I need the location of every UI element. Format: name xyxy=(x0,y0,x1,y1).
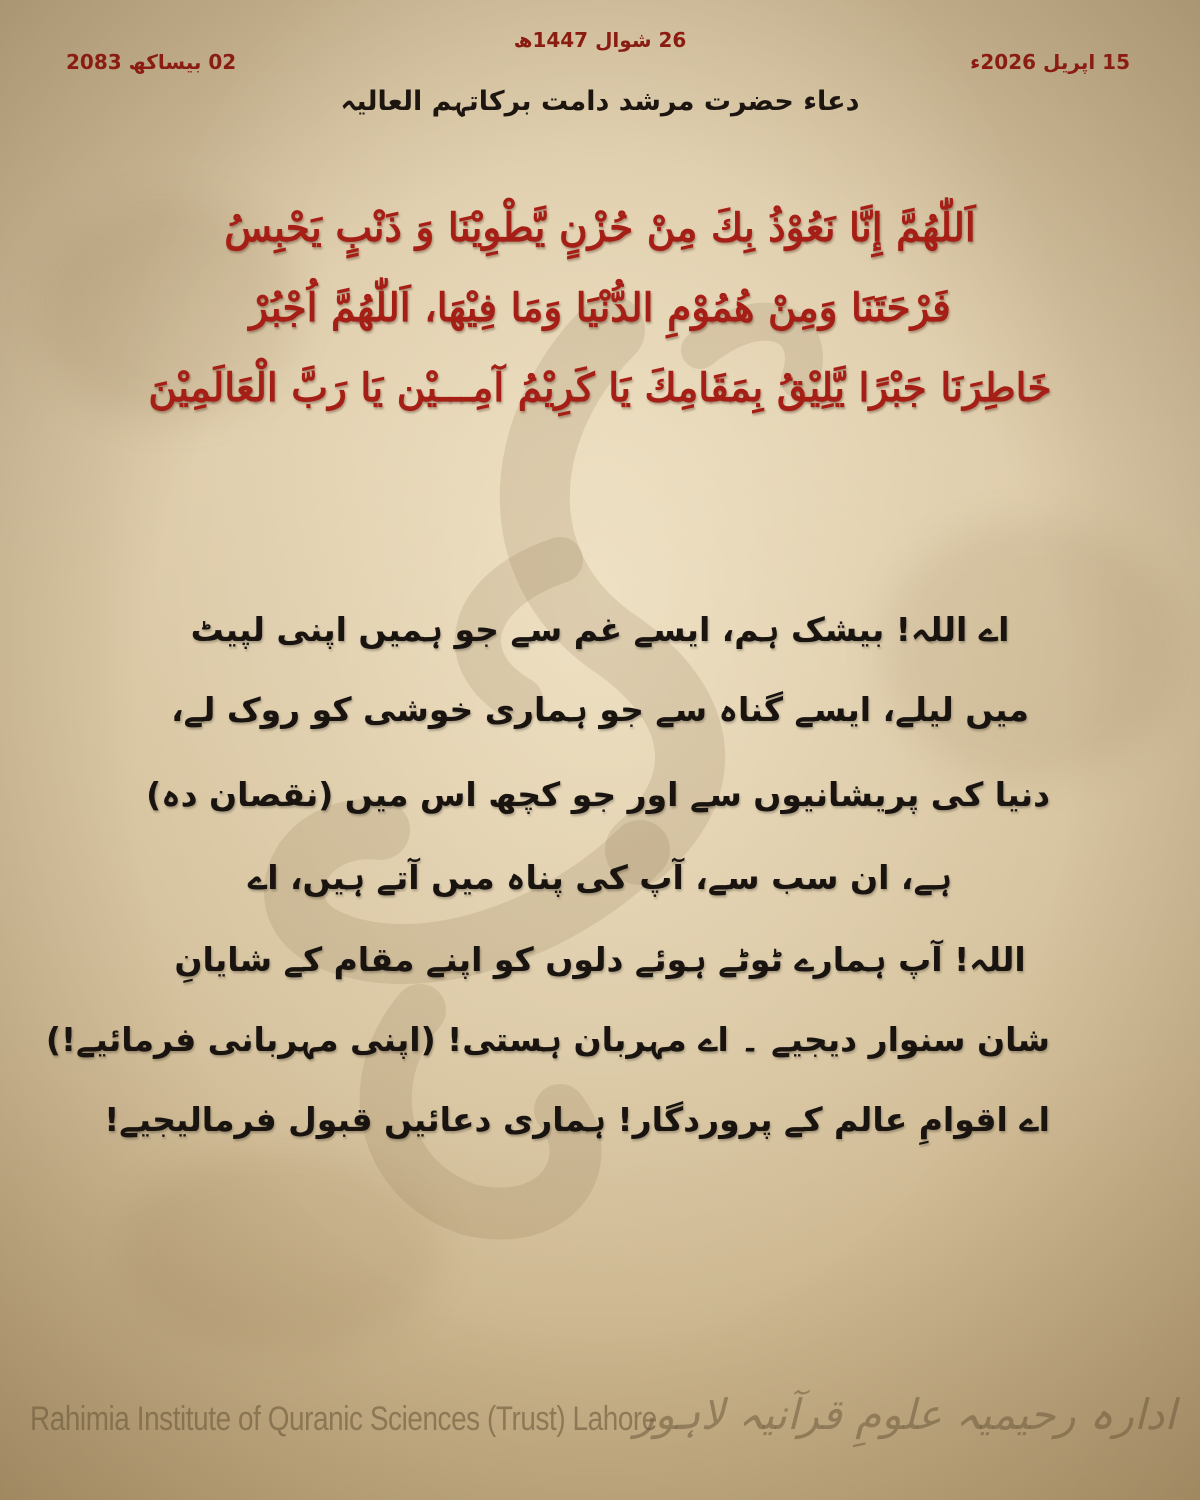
institute-name-english: Rahimia Institute of Quranic Sciences (Trust) Lahore xyxy=(30,1400,657,1438)
bikrami-date: 02 بیساکھ 2083 xyxy=(66,50,237,74)
urdu-translation-line: ہے، ان سب سے، آپ کی پناہ میں آتے ہیں، اے xyxy=(247,858,953,897)
gregorian-date: 15 اپریل 2026ء xyxy=(970,50,1130,74)
urdu-translation-line: اللہ! آپ ہمارے ٹوٹے ہوئے دلوں کو اپنے مقام کے شایانِ xyxy=(174,940,1026,979)
paper-stain xyxy=(880,520,1180,780)
urdu-translation-line: میں لیلے، ایسے گناہ سے جو ہماری خوشی کو روک لے، xyxy=(171,690,1029,729)
institute-logo-urdu: ادارہ رحیمیہ علومِ قرآنیہ لاہور xyxy=(634,1390,1176,1439)
urdu-translation-line: اے اقوامِ عالم کے پروردگار! ہماری دعائیں قبول فرمالیجیے! xyxy=(104,1100,1050,1139)
arabic-dua-line: اَللّٰهُمَّ إِنَّا نَعُوْذُ بِكَ مِنْ حُزْنٍ يَّطْوِيْنَا وَ ذَنْبٍ يَحْبِسُ xyxy=(224,205,976,251)
urdu-translation-line: دنیا کی پریشانیوں سے اور جو کچھ اس میں (نقصان دہ) xyxy=(146,775,1050,814)
hijri-date: 26 شوال 1447ھ xyxy=(513,28,687,52)
urdu-translation-line: اے اللہ! بیشک ہم، ایسے غم سے جو ہمیں اپنی لپیٹ xyxy=(190,610,1010,649)
arabic-dua-line: فَرْحَتَنَا وَمِنْ هُمُوْمِ الدُّنْيَا وَمَا فِيْهَا، اَللّٰهُمَّ اُجْبُرْ xyxy=(249,285,951,331)
page-title: دعاء حضرت مرشد دامت برکاتہم العالیہ xyxy=(340,86,860,117)
arabic-dua-line: خَاطِرَنَا جَبْرًا يَّلِيْقُ بِمَقَامِكَ يَا كَرِيْمُ آمِـــيْن يَا رَبَّ الْعَالَمِيْنَ xyxy=(148,365,1052,411)
paper-stain xyxy=(120,1150,440,1350)
urdu-translation-line: شان سنوار دیجیے ۔ اے مہربان ہستی! (اپنی مہربانی فرمائیے!) xyxy=(45,1020,1050,1059)
